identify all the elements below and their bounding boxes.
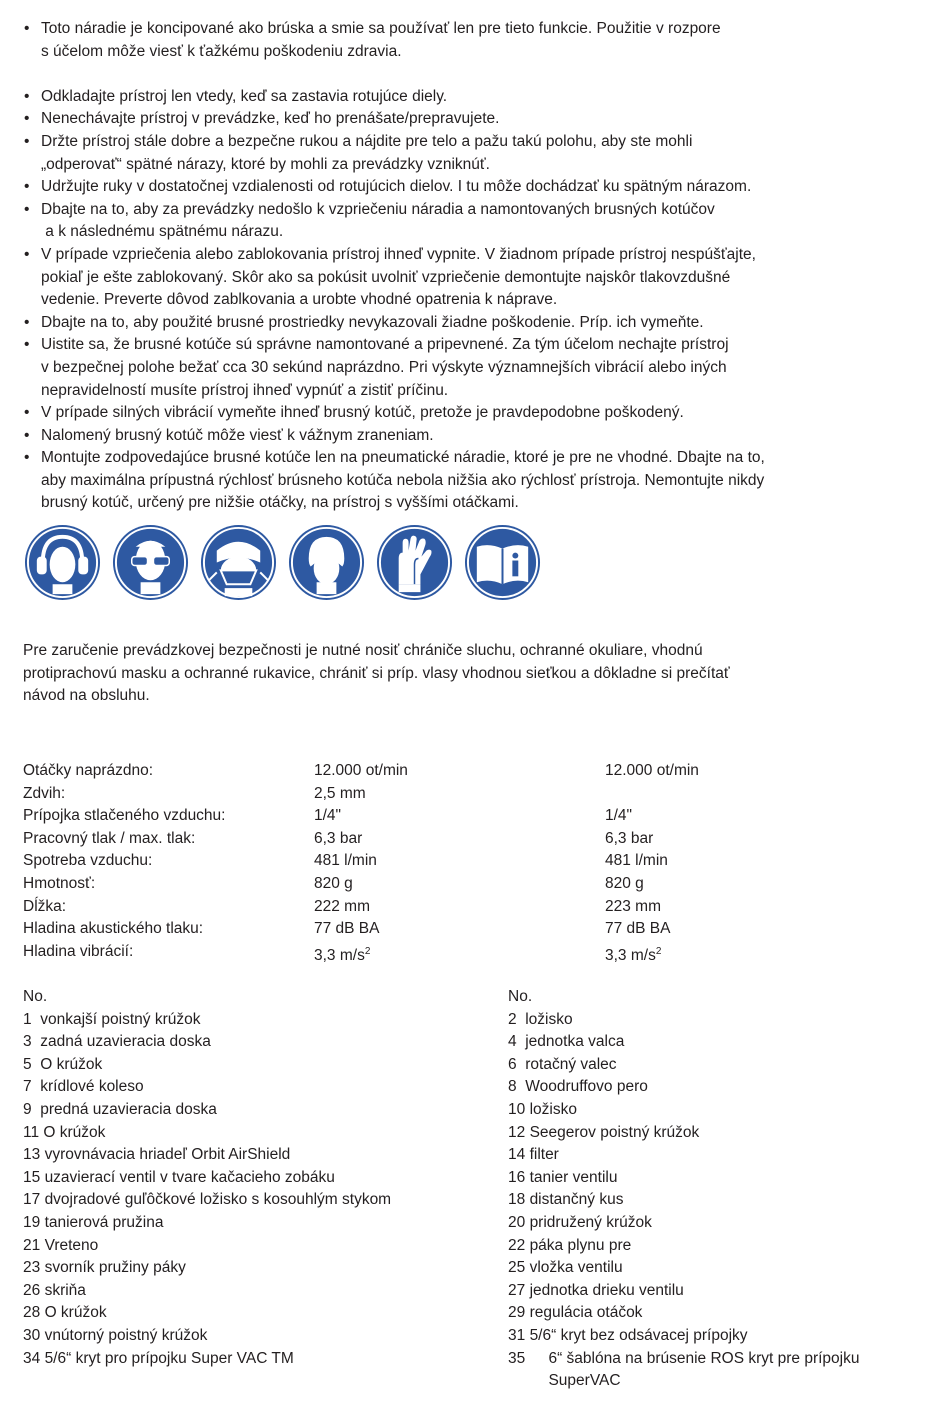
spec-value-model-1: 77 dB BA: [314, 920, 380, 938]
part-name: regulácia otáčok: [529, 1304, 643, 1322]
bullet-item: [24, 447, 924, 515]
part-name: vyrovnávacia hriadeľ Orbit AirShield: [44, 1146, 291, 1164]
part-row: [508, 1348, 950, 1393]
part-name: ložisko: [525, 1010, 573, 1028]
part-name: Woodruffovo pero: [525, 1078, 648, 1096]
part-row: [508, 1122, 950, 1145]
bullet-line: v bezpečnej polohe bežať cca 30 sekúnd naprázdno. Pri výskyte významnejších vibrácií alebo iných: [41, 358, 727, 376]
part-row: [23, 1257, 508, 1280]
part-number: 15: [23, 1168, 45, 1186]
part-number: 13: [23, 1146, 45, 1164]
part-number: 31: [508, 1326, 530, 1344]
part-number: 4: [508, 1033, 526, 1051]
bullet-line: • Toto náradie je koncipované ako brúska a smie sa používať len pre tieto funkcie. Použitie v rozpore: [41, 20, 721, 37]
part-row: [508, 1257, 950, 1280]
spec-value-model-1: 481 l/min: [314, 852, 377, 870]
spec-value-model-1: 12.000 ot/min: [314, 762, 408, 779]
spec-label: Pracovný tlak / max. tlak:: [23, 829, 196, 847]
spec-row: [23, 918, 699, 941]
part-name: O krúžok: [43, 1123, 106, 1141]
part-number: 5: [23, 1055, 41, 1073]
spec-value-model-2: 223 mm: [605, 897, 661, 915]
spec-value-model-1: 222 mm: [314, 897, 370, 915]
spec-value-model-2: 1/4": [605, 807, 633, 825]
part-row: [23, 1054, 508, 1077]
part-number: 23: [23, 1259, 45, 1277]
parts-list: [23, 986, 950, 1393]
part-row: [508, 1144, 950, 1167]
paragraph-line: návod na obsluhu.: [23, 687, 150, 705]
part-name: 6“ šablóna na brúsenie ROS kryt pre prípojku SuperVAC: [548, 1349, 860, 1390]
part-row: [23, 1167, 508, 1190]
parts-column-left: [23, 986, 508, 1393]
part-name: vonkajší poistný krúžok: [40, 1010, 201, 1028]
spec-row: [23, 783, 699, 806]
part-row: [23, 1280, 508, 1303]
part-row: [23, 1189, 508, 1212]
bullet-line: brusný kotúč, určený pre nižšie otáčky, na prístroj s vyššími otáčkami.: [41, 494, 519, 512]
part-number: 19: [23, 1213, 45, 1231]
spec-row: [23, 896, 699, 919]
part-name: svorník pružiny páky: [44, 1259, 186, 1277]
part-row: [508, 1280, 950, 1303]
spec-value-model-2: 77 dB BA: [605, 920, 671, 938]
spec-value-model-2: 820 g: [605, 874, 644, 892]
part-name: ložisko: [529, 1100, 577, 1118]
bullet-item: [24, 86, 924, 109]
part-number: 21: [23, 1236, 45, 1254]
part-number: 29: [508, 1304, 530, 1322]
spec-value-model-1: 6,3 bar: [314, 829, 363, 847]
part-row: [23, 1325, 508, 1348]
part-row: [508, 1054, 950, 1077]
part-name: O krúžok: [44, 1304, 107, 1322]
part-name: 5/6“ kryt bez odsávacej prípojky: [529, 1326, 748, 1344]
bullet-line: vedenie. Preverte dôvod zablkovania a urobte vhodné opatrenia k náprave.: [41, 291, 558, 309]
spec-label: Zdvih:: [23, 784, 66, 802]
part-number: 9: [23, 1100, 41, 1118]
hair-net-icon: [287, 523, 366, 602]
spec-label: Hladina vibrácií:: [23, 942, 134, 960]
part-number: 30: [23, 1326, 45, 1344]
bullet-line: pokiaľ je ešte zablokovaný. Skôr ako sa pokúsit uvolniť vzpriečenie demontujte najskôr tlakovzdušné: [41, 268, 731, 286]
safety-goggles-icon: [111, 523, 190, 602]
parts-header: No.: [23, 988, 48, 1005]
part-number: 28: [23, 1304, 45, 1322]
part-number: 6: [508, 1055, 526, 1073]
part-row: [508, 1099, 950, 1122]
bullet-item: [24, 244, 924, 312]
bullet-line: aby maximálna prípustná rýchlosť brúsneho kotúča nebola nižšia ako rýchlosť prístroja. Nemontujte nikdy: [41, 471, 765, 489]
part-row: [508, 1235, 950, 1258]
part-row: [508, 1302, 950, 1325]
part-row: [23, 1144, 508, 1167]
part-name: Seegerov poistný krúžok: [529, 1123, 700, 1141]
protective-gloves-icon: [375, 523, 454, 602]
bullet-spacer: [24, 63, 924, 86]
bullet-line: • Dbajte na to, aby použité brusné prostriedky nevykazovali žiadne poškodenie. Príp. ich vymeňte.: [41, 313, 704, 331]
part-name: páka plynu pre: [529, 1236, 632, 1254]
part-name: jednotka drieku ventilu: [529, 1281, 684, 1299]
part-row: [508, 1076, 950, 1099]
bullet-line: • Nenechávajte prístroj v prevádzke, keď ho prenášate/prepravujete.: [41, 110, 500, 128]
part-number: 26: [23, 1281, 45, 1299]
bullet-item: [24, 18, 924, 63]
part-number: 2: [508, 1010, 526, 1028]
part-number: 1: [23, 1010, 41, 1028]
spec-row: [23, 760, 699, 783]
spec-value-model-1: 2,5 mm: [314, 784, 366, 802]
bullet-line: • Dbajte na to, aby za prevádzky nedošlo k vzpriečeniu náradia a namontovaných brusných kotúčov: [41, 200, 715, 218]
part-name: tanier ventilu: [529, 1168, 618, 1186]
part-number: 14: [508, 1146, 530, 1164]
bullet-item: [24, 425, 924, 448]
part-number: 17: [23, 1191, 45, 1209]
spec-label: Otáčky naprázdno:: [23, 762, 154, 779]
part-number: 20: [508, 1213, 530, 1231]
ear-protection-icon: [23, 523, 102, 602]
technical-specs-table: [23, 760, 699, 963]
part-name: dvojradové guľôčkové ložisko s kosouhlým stykom: [44, 1191, 392, 1209]
spec-row: [23, 850, 699, 873]
ppe-icon-row: [23, 523, 542, 602]
part-row: [23, 1009, 508, 1032]
bullet-line: a k následnému spätnému nárazu.: [41, 223, 284, 241]
spec-value-model-2: 12.000 ot/min: [605, 762, 699, 779]
spec-row: [23, 941, 699, 964]
spec-row: [23, 873, 699, 896]
parts-column-right: [508, 986, 950, 1393]
unit-exponent: 2: [655, 945, 662, 957]
part-name: vložka ventilu: [529, 1259, 623, 1277]
bullet-item: [24, 199, 924, 244]
read-manual-icon: [463, 523, 542, 602]
bullet-item: [24, 402, 924, 425]
safety-paragraph: [23, 640, 903, 708]
unit-exponent: 2: [364, 945, 371, 957]
part-row: [508, 1212, 950, 1235]
spec-label: Dĺžka:: [23, 897, 67, 915]
spec-value-model-2: 481 l/min: [605, 852, 668, 870]
part-name: zadná uzavieracia doska: [40, 1033, 211, 1051]
part-name: distančný kus: [529, 1191, 624, 1209]
bullet-item: [24, 108, 924, 131]
part-name: skriňa: [44, 1281, 86, 1299]
part-number: 22: [508, 1236, 530, 1254]
part-name: rotačný valec: [525, 1055, 617, 1073]
part-row: [508, 1325, 950, 1348]
part-number: 12: [508, 1123, 530, 1141]
part-number: 18: [508, 1191, 530, 1209]
paragraph-line: protiprachovú masku a ochranné rukavice, chrániť si príp. vlasy vhodnou sieťkou a dôkladne si prečítať: [23, 664, 730, 682]
part-row: [23, 1031, 508, 1054]
part-name: predná uzavieracia doska: [40, 1100, 217, 1118]
bullet-line: s účelom môže viesť k ťažkému poškodeniu zdravia.: [41, 42, 402, 60]
part-name: vnútorný poistný krúžok: [44, 1326, 208, 1344]
parts-header: No.: [508, 988, 533, 1005]
dust-mask-icon: [199, 523, 278, 602]
spec-label: Hmotnosť:: [23, 874, 96, 892]
spec-value-model-1: 820 g: [314, 874, 353, 892]
bullet-line: • Držte prístroj stále dobre a bezpečne rukou a nájdite pre telo a pažu takú polohu, aby ste mohli: [41, 132, 693, 150]
part-row: [23, 1212, 508, 1235]
bullet-item: [24, 312, 924, 335]
bullet-line: • Uistite sa, že brusné kotúče sú správne namontované a pripevnené. Za tým účelom nechajte prístroj: [41, 336, 729, 354]
spec-row: [23, 805, 699, 828]
part-row: [508, 1031, 950, 1054]
bullet-line: • Odkladajte prístroj len vtedy, keď sa zastavia rotujúce diely.: [41, 87, 448, 105]
spec-label: Spotreba vzduchu:: [23, 852, 153, 870]
part-row: [23, 1302, 508, 1325]
bullet-line: • Udržujte ruky v dostatočnej vzdialenosti od rotujúcich dielov. I tu môže dochádzať ku spätným nárazom.: [41, 178, 752, 196]
part-row: [508, 1167, 950, 1190]
part-number: 11: [23, 1123, 44, 1141]
paragraph-line: Pre zaručenie prevádzkovej bezpečnosti je nutné nosiť chrániče sluchu, ochranné okuliare, vhodnú: [23, 642, 703, 659]
safety-bullet-list: [24, 18, 924, 515]
part-number: 34: [23, 1349, 45, 1367]
part-name: O krúžok: [40, 1055, 103, 1073]
bullet-item: [24, 131, 924, 176]
part-row: [508, 1189, 950, 1212]
part-name: 5/6“ kryt pro prípojku Super VAC TM: [44, 1349, 294, 1367]
bullet-line: • Nalomený brusný kotúč môže viesť k vážnym zraneniam.: [41, 426, 434, 444]
part-name: tanierová pružina: [44, 1213, 164, 1231]
part-name: jednotka valca: [525, 1033, 625, 1051]
spec-label: Prípojka stlačeného vzduchu:: [23, 807, 226, 825]
part-row: [23, 1348, 508, 1371]
spec-value-model-2: 6,3 bar: [605, 829, 654, 847]
part-number: 16: [508, 1168, 530, 1186]
bullet-line: • V prípade vzpriečenia alebo zablokovania prístroj ihneď vypnite. V žiadnom prípade prístroj nespúšťajte,: [41, 245, 756, 263]
part-name: krídlové koleso: [40, 1078, 144, 1096]
bullet-line: • V prípade silných vibrácií vymeňte ihneď brusný kotúč, pretože je pravdepodobne poškodený.: [41, 404, 684, 422]
part-number: 3: [23, 1033, 41, 1051]
bullet-line: nepravidelností musíte prístroj ihneď vypnúť a zistiť príčinu.: [41, 381, 449, 399]
part-name: Vreteno: [44, 1236, 99, 1254]
part-name: uzavierací ventil v tvare kačacieho zobáku: [44, 1168, 335, 1186]
spec-row: [23, 828, 699, 851]
part-number: 7: [23, 1078, 41, 1096]
bullet-item: [24, 334, 924, 402]
part-name: filter: [529, 1146, 559, 1164]
part-number: 27: [508, 1281, 530, 1299]
part-number: 10: [508, 1100, 530, 1118]
bullet-item: [24, 176, 924, 199]
part-row: [23, 1076, 508, 1099]
part-row: [23, 1099, 508, 1122]
spec-value-model-2: 3,3 $m/s^2$: [605, 945, 662, 964]
part-name: pridružený krúžok: [529, 1213, 652, 1231]
spec-label: Hladina akustického tlaku:: [23, 920, 204, 938]
part-number: 8: [508, 1078, 526, 1096]
bullet-line: „odperovať“ spätné nárazy, ktoré by mohli za prevádzky vzniknúť.: [41, 155, 490, 173]
bullet-line: • Montujte zodpovedajúce brusné kotúče len na pneumatické náradie, ktoré je pre ne vhodné. Dbajte na to,: [41, 449, 765, 467]
part-number: 35: [508, 1349, 543, 1367]
part-row: [23, 1235, 508, 1258]
part-number: 25: [508, 1259, 530, 1277]
part-row: [508, 1009, 950, 1032]
spec-value-model-1: 3,3 $m/s^2$: [314, 945, 371, 964]
spec-value-model-1: 1/4": [314, 807, 342, 825]
part-row: [23, 1122, 508, 1145]
